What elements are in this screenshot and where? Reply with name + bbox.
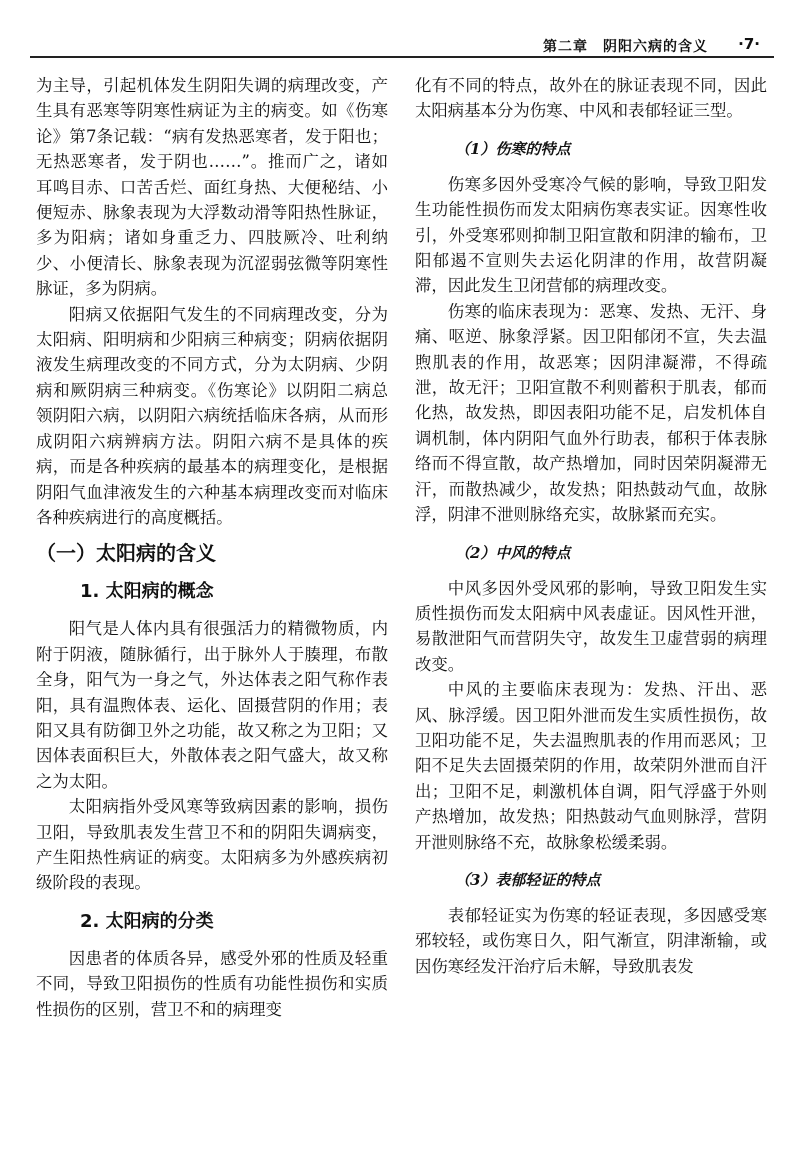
minor-heading: （2）中风的特点	[455, 543, 571, 562]
section-heading: （一）太阳病的含义	[36, 541, 216, 566]
minor-heading: （1）伤寒的特点	[455, 139, 571, 158]
header-rule	[30, 56, 774, 58]
page-number: ·7·	[738, 35, 760, 53]
minor-heading: （3）表郁轻证的特点	[455, 870, 601, 889]
paragraph: 为主导，引起机体发生阴阳失调的病理改变，产生具有恶寒等阴寒性病证为主的病变。如《伤寒论》第7条记载：“病有发热恶寒者，发于阳也；无热恶寒者，发于阴也……”。推而广之，诸如耳鸣目赤、口苦舌烂、面红身热、大便秘结、小便短赤、脉象表现为大浮数动滑等阳热性脉证，多为阳病；诸如身重乏力、四肢厥冷、吐利纳少、小便清长、脉象表现为沉涩弱弦微等阴寒性脉证，多为阴病。	[36, 76, 388, 299]
paragraph: 化有不同的特点，故外在的脉证表现不同，因此太阳病基本分为伤寒、中风和表郁轻证三型。	[415, 76, 767, 121]
right-column	[415, 73, 767, 979]
subsection-heading: 1. 太阳病的概念	[80, 581, 214, 603]
subsection-heading: 2. 太阳病的分类	[80, 910, 214, 932]
paragraph: 阳病又依据阳气发生的不同病理改变，分为太阳病、阳明病和少阳病三种病变；阴病依据阴液发生病理改变的不同方式，分为太阴病、少阴病和厥阴病三种病变。《伤寒论》以阴阳二病总领阴阳六病，以阴阳六病统括临床各病，从而形成阴阳六病辨病方法。阴阳六病不是具体的疾病，而是各种疾病的最基本的病理变化，是根据阴阳气血津液发生的六种基本病理改变而对临床各种疾病进行的高度概括。	[36, 304, 388, 527]
chapter-title: 第二章 阴阳六病的含义	[543, 39, 708, 55]
left-column	[36, 73, 388, 1022]
paragraph: 伤寒的临床表现为：恶寒、发热、无汗、身痛、呕逆、脉象浮紧。因卫阳郁闭不宣，失去温煦肌表的作用，故恶寒；因阴津凝滞，不得疏泄，故无汗；卫阳宣散不利则蓄积于肌表，郁而化热，故发热，即因表阳功能不足，启发机体自调机制，体内阴阳气血外行助表，郁积于体表脉络而不得宣散，故产热增加，同时因荣阴凝滞无汗，而散热减少，故发热；阳热鼓动气血，故脉浮，阴津不泄则脉络充实，故脉紧而充实。	[415, 301, 767, 525]
paragraph: 太阳病指外受风寒等致病因素的影响，损伤卫阳，导致肌表发生营卫不和的阴阳失调病变，产生阳热性病证的病变。太阳病多为外感疾病初级阶段的表现。	[36, 797, 388, 893]
paragraph: 中风的主要临床表现为：发热、汗出、恶风、脉浮缓。因卫阳外泄而发生实质性损伤，故卫阳功能不足，失去温煦肌表的作用而恶风；卫阳不足失去固摄荣阴的作用，故荣阴外泄而自汗出；卫阳不足，刺激机体自调，阳气浮盛于外则产热增加，故发热；阳热鼓动气血则脉浮，营阴开泄则脉络不充，故脉象松缓柔弱。	[415, 680, 767, 852]
paragraph: 伤寒多因外受寒冷气候的影响，导致卫阳发生功能性损伤而发太阳病伤寒表实证。因寒性收引，外受寒邪则抑制卫阳宣散和阴津的输布，卫阳郁遏不宣则失去运化阴津的作用，故营阴凝滞，因此发生卫闭营郁的病理改变。	[415, 174, 767, 296]
page-header	[0, 35, 800, 55]
paragraph: 中风多因外受风邪的影响，导致卫阳发生实质性损伤而发太阳病中风表虚证。因风性开泄，易散泄阳气而营阴失守，故发生卫虚营弱的病理改变。	[415, 578, 767, 674]
paragraph: 阳气是人体内具有很强活力的精微物质，内附于阴液，随脉循行，出于脉外人于腠理，布散全身，阳气为一身之气，外达体表之阳气称作表阳，具有温煦体表、运化、固摄营阴的作用；表阳又具有防御卫外之功能，故又称之为卫阳；又因体表面积巨大，外散体表之阳气盛大，故又称之为太阳。	[36, 619, 388, 791]
paragraph: 表郁轻证实为伤寒的轻证表现，多因感受寒邪较轻，或伤寒日久，阳气渐宣，阴津渐输，或因伤寒经发汗治疗后未解，导致肌表发	[415, 905, 767, 976]
paragraph: 因患者的体质各异，感受外邪的性质及轻重不同，导致卫阳损伤的性质有功能性损伤和实质性损伤的区别，营卫不和的病理变	[36, 948, 388, 1019]
